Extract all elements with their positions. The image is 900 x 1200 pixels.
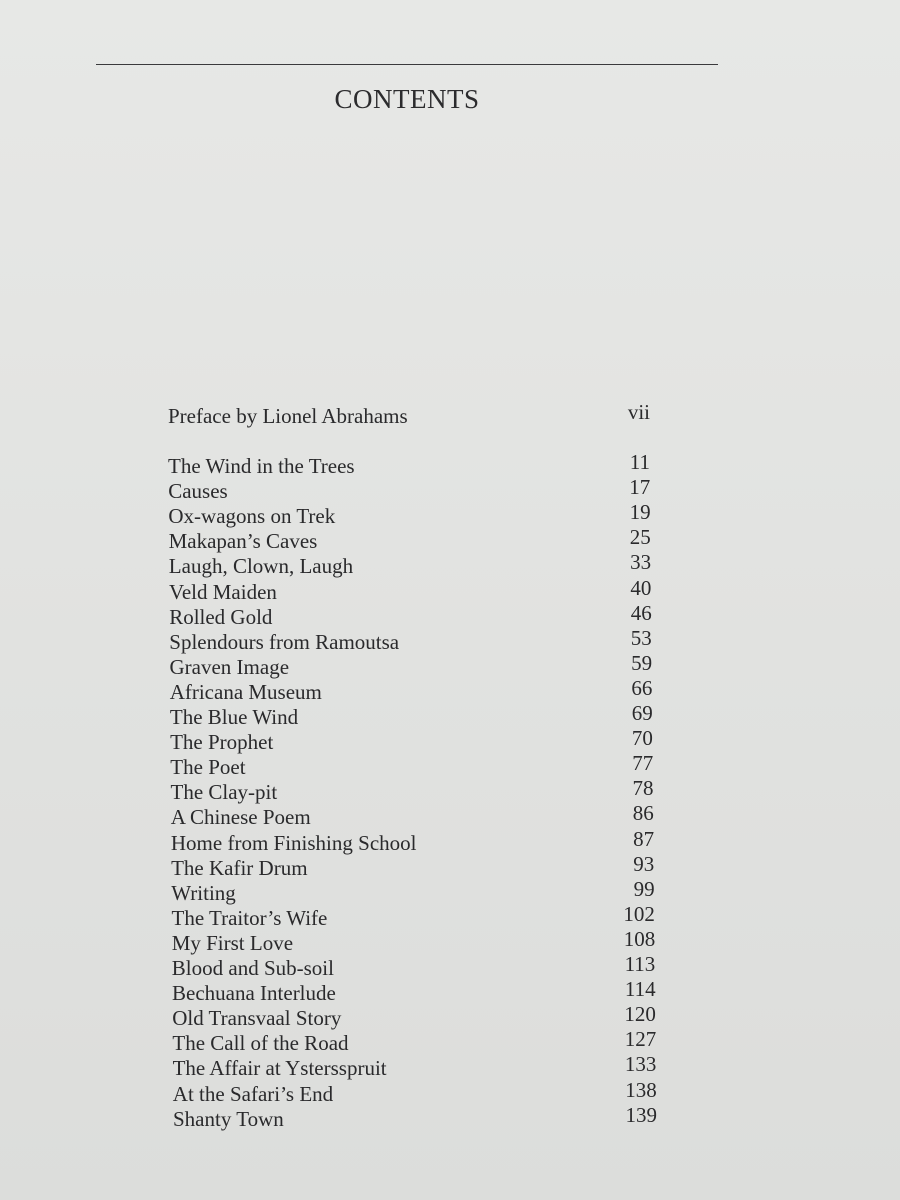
toc-entry-title: The Kafir Drum — [171, 855, 308, 880]
toc-row — [171, 851, 655, 881]
toc-row — [171, 901, 655, 931]
toc-row — [169, 600, 652, 630]
toc-entry-title: Home from Finishing School — [170, 830, 417, 855]
toc-entry-title: Makapan’s Caves — [168, 529, 318, 554]
toc-row — [170, 826, 655, 856]
toc-entry-page: 69 — [631, 701, 653, 725]
toc-row-preface — [168, 400, 650, 429]
toc-entry-page: 66 — [631, 675, 653, 700]
toc-entry-title: Splendours from Ramoutsa — [169, 629, 400, 654]
toc-entry-page: 53 — [630, 625, 652, 650]
toc-entry-title: Causes — [168, 479, 228, 504]
toc-entry-page: 46 — [630, 600, 652, 625]
toc-entry-page: 120 — [624, 1002, 656, 1027]
toc-entry-title: Veld Maiden — [169, 579, 277, 604]
toc-entry-title: Preface by Lionel Abrahams — [168, 404, 408, 428]
toc-entry-page: 70 — [631, 726, 653, 751]
toc-entry-page: 133 — [624, 1052, 657, 1077]
toc-row — [168, 500, 651, 529]
toc-entry-title: Rolled Gold — [169, 604, 273, 629]
toc-entry-page: 17 — [629, 475, 651, 500]
toc-entry-title: The Traitor’s Wife — [171, 905, 328, 930]
toc-row — [169, 575, 652, 605]
toc-row — [169, 650, 653, 680]
toc-entry-page: 19 — [629, 500, 651, 525]
toc-entry-title: Writing — [171, 880, 236, 905]
toc-entry-title: The Blue Wind — [169, 705, 299, 729]
toc-entry-page: 33 — [630, 550, 652, 575]
toc-entry-page: 108 — [623, 926, 656, 951]
toc-row — [170, 776, 654, 805]
toc-entry-page: 86 — [632, 801, 654, 826]
toc-row — [169, 675, 653, 705]
toc-row — [170, 751, 654, 780]
toc-entry-title: The Wind in the Trees — [168, 454, 355, 478]
toc-entry-title: The Call of the Road — [172, 1031, 349, 1056]
toc-row — [173, 1102, 657, 1132]
toc-row — [168, 525, 651, 554]
toc-entry-page: 138 — [625, 1077, 657, 1102]
toc-entry-page: 93 — [633, 851, 655, 876]
toc-row — [172, 1027, 657, 1056]
toc-row — [171, 926, 656, 956]
toc-entry-title: The Prophet — [170, 730, 274, 755]
toc-entry-title: Ox-wagons on Trek — [168, 504, 336, 529]
toc-entry-title: Africana Museum — [169, 679, 322, 704]
toc-entry-title: Graven Image — [169, 654, 290, 679]
toc-entry-title: The Affair at Ystersspruit — [172, 1056, 387, 1081]
toc-entry-title: A Chinese Poem — [170, 805, 311, 830]
toc-entry-page: 127 — [624, 1027, 657, 1052]
toc-row — [172, 1077, 657, 1107]
toc-entry-page: 87 — [633, 826, 655, 851]
toc-row — [172, 1052, 657, 1081]
toc-row — [172, 977, 656, 1006]
toc-row — [171, 952, 656, 981]
toc-entry-page: 99 — [633, 876, 655, 901]
toc-entry-page: 25 — [629, 525, 651, 550]
toc-entry-page: 59 — [631, 650, 653, 675]
toc-entry-title: The Poet — [170, 755, 246, 780]
toc-entry-title: Bechuana Interlude — [172, 981, 336, 1006]
page-title: CONTENTS — [334, 84, 480, 114]
toc-entry-page: vii — [627, 400, 650, 424]
toc-row — [170, 801, 654, 830]
toc-row — [168, 475, 651, 504]
toc-entry-page: 114 — [624, 977, 656, 1002]
toc-entry-title: Blood and Sub-soil — [171, 956, 334, 980]
toc-row — [169, 701, 653, 730]
toc-row — [169, 625, 652, 655]
toc-entry-title: Shanty Town — [173, 1106, 284, 1131]
toc-row — [170, 726, 653, 755]
toc-row — [172, 1002, 656, 1031]
toc-entry-title: Old Transvaal Story — [172, 1006, 342, 1031]
toc-row — [171, 876, 655, 906]
toc-entry-title: At the Safari’s End — [172, 1081, 334, 1106]
toc-entry-title: The Clay-pit — [170, 780, 278, 805]
toc-entry-page: 139 — [625, 1102, 657, 1127]
toc-row — [168, 450, 650, 479]
toc-entry-page: 77 — [632, 751, 654, 776]
toc-entry-title: My First Love — [171, 930, 294, 955]
toc-row — [168, 550, 652, 579]
toc-entry-page: 40 — [630, 575, 652, 600]
toc-entry-page: 78 — [632, 776, 654, 801]
toc-entry-page: 11 — [629, 450, 650, 474]
toc-entry-page: 102 — [623, 901, 655, 926]
toc-entry-title: Laugh, Clown, Laugh — [168, 554, 354, 579]
toc-entry-page: 113 — [624, 952, 656, 976]
